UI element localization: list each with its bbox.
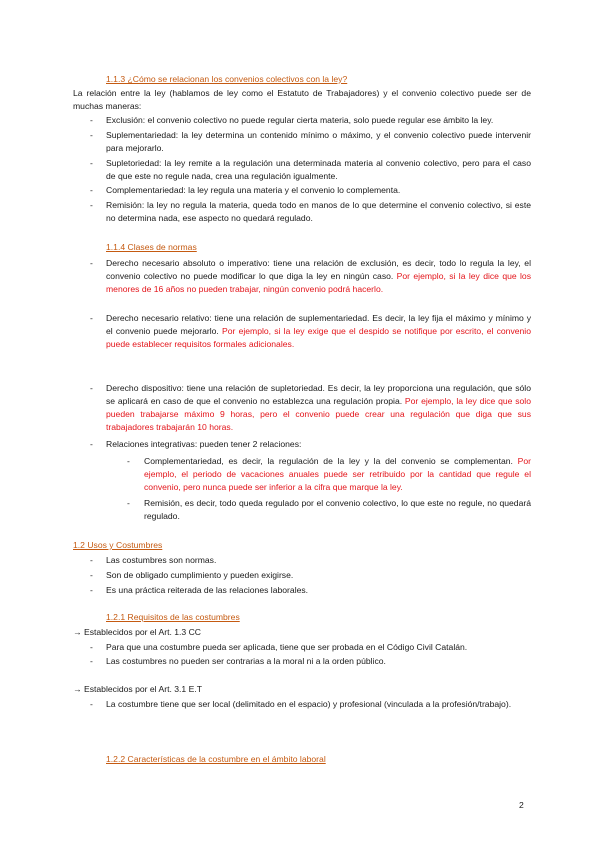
sub-list-item xyxy=(144,455,531,494)
bullet-dash: - xyxy=(90,313,93,323)
example-text: Por ejemplo, el periodo de vacaciones anuales puede ser retribuido por la cantidad que regule el convenio, pero nunca puede ser inferior a la cifra que marque la ley. xyxy=(144,456,531,492)
bullet-dash: - xyxy=(90,699,93,709)
list-item: Son de obligado cumplimiento y pueden exigirse. xyxy=(106,570,294,580)
item-text: Complementariedad, es decir, la regulación de la ley y la del convenio se complementan. xyxy=(144,456,518,466)
item-text: Derecho dispositivo: tiene una relación de supletoriedad. Es decir, la ley proporciona una regulación, que sólo se aplicará en caso de que el convenio no establezca una regulación propia. xyxy=(106,383,531,406)
bullet-dash: - xyxy=(90,185,93,195)
bullet-dash: - xyxy=(90,383,93,393)
list-item: Es una práctica reiterada de las relaciones laborales. xyxy=(106,585,309,595)
example-text: Por ejemplo, si la ley dice que los menores de 16 años no pueden trabajar, ningún convenio podrá hacerlo. xyxy=(106,271,532,294)
list-item: Suplementariedad: la ley determina un contenido mínimo o máximo, y el convenio colectivo puede intervenir para mejorarlo. xyxy=(106,130,531,153)
bullet-dash: - xyxy=(90,115,93,125)
lead-art-3-1-et: → Establecidos por el Art. 3.1 E.T xyxy=(73,684,202,694)
list-item xyxy=(106,312,531,351)
bullet-dash: - xyxy=(127,498,130,508)
section-1-1-4-title: 1.1.4 Clases de normas xyxy=(106,242,197,252)
lead-art-1-3-cc: → Establecidos por el Art. 1.3 CC xyxy=(73,627,202,637)
list-item: Para que una costumbre pueda ser aplicada, tiene que ser probada en el Código Civil Catalán. xyxy=(106,642,468,652)
section-1-2-1-title: 1.2.1 Requisitos de las costumbres xyxy=(106,612,240,622)
bullet-dash: - xyxy=(90,555,93,565)
item-text: Derecho necesario relativo: tiene una relación de suplementariedad. Es decir, la ley fija el máximo y mínimo y el convenio puede mejorarlo. xyxy=(106,313,531,336)
bullet-dash: - xyxy=(127,456,130,466)
bullet-dash: - xyxy=(90,130,93,140)
bullet-dash: - xyxy=(90,200,93,210)
bullet-dash: - xyxy=(90,439,93,449)
list-item: Las costumbres son normas. xyxy=(106,555,217,565)
section-1-2-2-title: 1.2.2 Características de la costumbre en el ámbito laboral xyxy=(106,754,326,764)
example-text: Por ejemplo, la ley dice que solo pueden trabajarse máximo 9 horas, pero el convenio puede crear una regulación que diga que sus trabajadores trabajarán 10 horas. xyxy=(106,396,531,432)
list-item: Complementariedad: la ley regula una materia y el convenio lo complementa. xyxy=(106,185,401,195)
list-item: Exclusión: el convenio colectivo no puede regular cierta materia, solo puede regular ese ámbito la ley. xyxy=(106,115,494,125)
list-item: Supletoriedad: la ley remite a la regulación una determinada materia al convenio colectivo, pero para el caso de que este no regule nada, crea una regulación igualmente. xyxy=(106,158,531,181)
item-text: Derecho necesario absoluto o imperativo: tiene una relación de exclusión, es decir, todo lo regula la ley, el convenio colectivo no puede modificar lo que diga la ley en ningún caso. xyxy=(106,258,531,281)
list-item: Relaciones integrativas: pueden tener 2 relaciones: xyxy=(106,439,302,449)
bullet-dash: - xyxy=(90,642,93,652)
list-item: Remisión: la ley no regula la materia, queda todo en manos de lo que determine el convenio colectivo, si este no determina nada, ese aspecto no quedará regulado. xyxy=(106,200,531,223)
section-1-1-3-intro: La relación entre la ley (hablamos de ley como el Estatuto de Trabajadores) y el convenio colectivo puede ser de muchas maneras: xyxy=(73,88,531,111)
page-number: 2 xyxy=(519,800,524,810)
list-item: La costumbre tiene que ser local (delimitado en el espacio) y profesional (vinculada a la profesión/trabajo). xyxy=(106,699,512,709)
bullet-dash: - xyxy=(90,258,93,268)
sub-list-item: Remisión, es decir, todo queda regulado por el convenio colectivo, lo que este no regule, no quedará regulado. xyxy=(144,498,531,521)
bullet-dash: - xyxy=(90,570,93,580)
list-item: Las costumbres no pueden ser contrarias a la moral ni a la orden público. xyxy=(106,656,386,666)
section-1-2-title: 1.2 Usos y Costumbres xyxy=(73,540,163,550)
list-item xyxy=(106,382,531,434)
bullet-dash: - xyxy=(90,656,93,666)
example-text: Por ejemplo, si la ley exige que el despido se notifique por escrito, el convenio puede establecer requisitos formales adicionales. xyxy=(106,326,531,349)
bullet-dash: - xyxy=(90,158,93,168)
section-1-1-3-title: 1.1.3 ¿Cómo se relacionan los convenios colectivos con la ley? xyxy=(106,74,348,84)
list-item xyxy=(106,257,531,296)
bullet-dash: - xyxy=(90,585,93,595)
